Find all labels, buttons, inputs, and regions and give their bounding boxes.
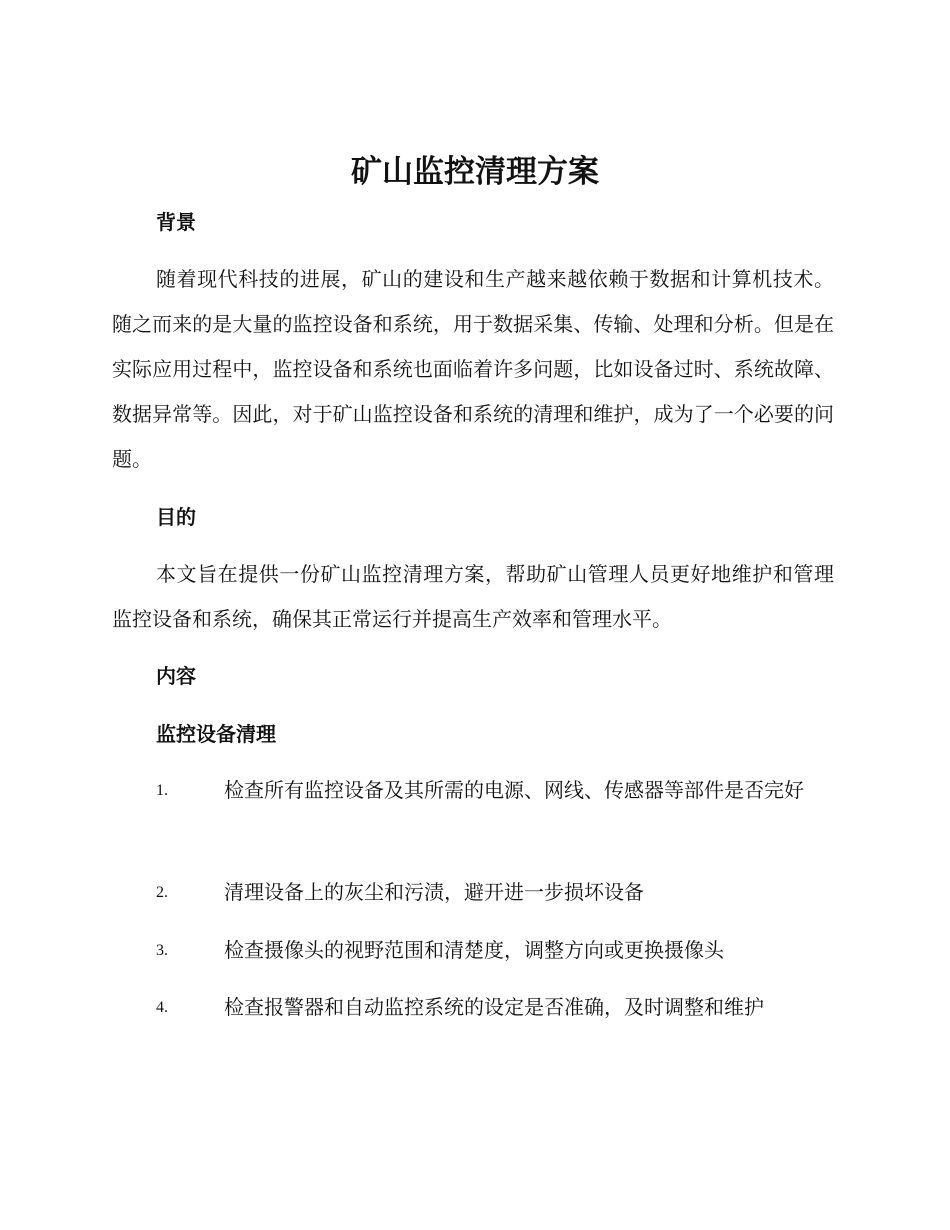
list-item [112, 870, 834, 915]
background-paragraph: 随着现代科技的进展，矿山的建设和生产越来越依赖于数据和计算机技术。随之而来的是大量的监控设备和系统，用于数据采集、传输、处理和分析。但是在实际应用过程中，监控设备和系统也面临着许多问题，比如设备过时、系统故障、数据异常等。因此，对于矿山监控设备和系统的清理和维护，成为了一个必要的问题。 [112, 267, 834, 471]
list-item-number: 4. [156, 999, 168, 1016]
list-item-number: 3. [156, 942, 168, 959]
document-title: 矿山监控清理方案 [351, 154, 599, 190]
list-item-text: 检查报警器和自动监控系统的设定是否准确，及时调整和维护 [224, 995, 764, 1019]
list-item [112, 985, 834, 1030]
section-heading-content: 内容 [156, 664, 196, 688]
list-item-number: 1. [156, 782, 168, 799]
section-heading-purpose: 目的 [156, 505, 196, 529]
list-item-text: 清理设备上的灰尘和污渍，避开进一步损坏设备 [224, 880, 644, 904]
section-heading-background: 背景 [156, 210, 196, 234]
purpose-paragraph: 本文旨在提供一份矿山监控清理方案，帮助矿山管理人员更好地维护和管理监控设备和系统，确保其正常运行并提高生产效率和管理水平。 [112, 562, 834, 631]
list-item-text: 检查所有监控设备及其所需的电源、网线、传感器等部件是否完好 [224, 778, 804, 802]
list-item [112, 768, 834, 813]
list-item [112, 928, 834, 973]
section-heading-device-cleanup: 监控设备清理 [156, 722, 276, 746]
list-item-number: 2. [156, 884, 168, 901]
list-item-text: 检查摄像头的视野范围和清楚度，调整方向或更换摄像头 [224, 938, 724, 962]
